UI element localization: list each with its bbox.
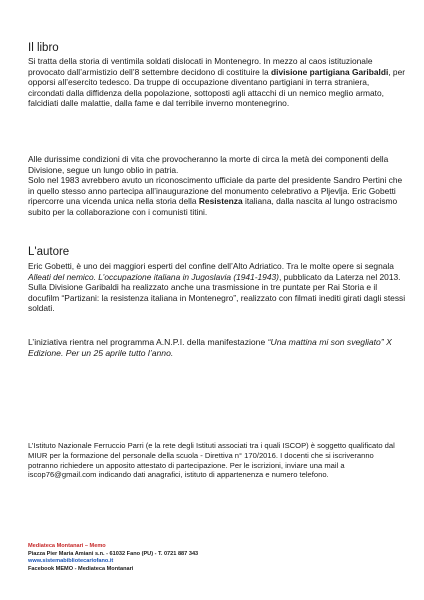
autore-heading: L'autore [28, 246, 70, 258]
libro-paragraph-1 [28, 56, 406, 109]
istituto-paragraph: L’Istituto Nazionale Ferruccio Parri (e la rete degli Istituti associati tra i quali ISCOP) è soggetto qualificato dal MIUR per la formazione del personale della scuola - Direttiva n° 170/2016. I docenti che si iscriveranno potranno richiedere un apposito attestato di partecipazione. Per le iscrizioni, inviare una mail a iscop76@gmail.com indicando dati anagrafici, istituto di appartenenza e numero telefono. [28, 441, 395, 480]
program-text-a: L’iniziativa rientra nel programma A.N.P.I. della manifestazione [28, 337, 268, 347]
autore-paragraph [28, 261, 406, 314]
footer [28, 543, 198, 573]
libro-paragraph-3 [28, 175, 406, 217]
autore-text-c: , pubblicato da Laterza nel 2013. Sulla Divisione Garibaldi ha realizzato anche una trasmissione in tre puntate per Rai Storia e il docufilm “Partizani: la resistenza italiana in Montenegro” [28, 271, 401, 303]
autore-text-a: Eric Gobetti, è uno dei maggiori esperti del confine dell’Alto Adriatico. Tra le molte opere si segnala [28, 261, 394, 271]
program-text-italic: “Una mattina mi son svegliato” X Edizione. Per un 25 aprile tutto l’anno. [28, 337, 392, 358]
resistenza-bold: Resistenza [198, 196, 243, 207]
libro-p1-text-a: Si tratta della storia di ventimila soldati dislocati in Montenegro. In mezzo al caos istituzionale provocato dall’armistizio dell’8 settembre decidono di costituire la [28, 56, 373, 77]
libro-paragraph-2: Alle durissime condizioni di vita che provocheranno la morte di circa la metà dei componenti della Divisione, segue un lungo oblio in patria. [28, 154, 389, 175]
book-title-italic: Alleati del nemico. L’occupazione italiana in Jugoslavia (1941-1943) [28, 271, 279, 282]
footer-website-link[interactable]: www.sistemabibliotecariofano.it [28, 558, 114, 565]
libro-p1-text-c: , per opporsi all’esercito tedesco. Da truppe di occupazione diventano partigiani in terra straniera, circondati dalla diffidenza della popolazione, sottoposti agli attacchi di un nemico meglio armato, falcidiati dalle malattie, dalla fame e dal terribile inverno montenegrino. [28, 66, 406, 109]
libro-heading: Il libro [28, 42, 59, 54]
divisione-garibaldi-bold: divisione partigiana Garibaldi [271, 66, 389, 77]
footer-address: Piazza Pier Maria Amiani s.n. - 61032 Fano (PU) - T. 0721 887 343 [28, 550, 199, 557]
footer-facebook: Facebook MEMO - Mediateca Montanari [28, 565, 134, 572]
libro-p3-text-a: Solo nel 1983 avrebbero avuto un riconoscimento ufficiale da parte del presidente Sandro Pertini che in quello stesso anno partecipa all’inaugurazione del monumento celebrativo a Pljevlja. Eric Gobetti ripercorre una vicenda unica nella storia della [28, 175, 403, 207]
autore-text-d: , realizzato con filmati inediti girati dagli stessi soldati. [28, 292, 406, 314]
libro-p3-text-c: italiana, dalla nascita al lungo ostracismo subito per la collaborazione con i comunisti titini. [28, 196, 398, 217]
footer-org: Mediateca Montanari – Memo [28, 543, 106, 549]
program-paragraph [28, 337, 406, 359]
